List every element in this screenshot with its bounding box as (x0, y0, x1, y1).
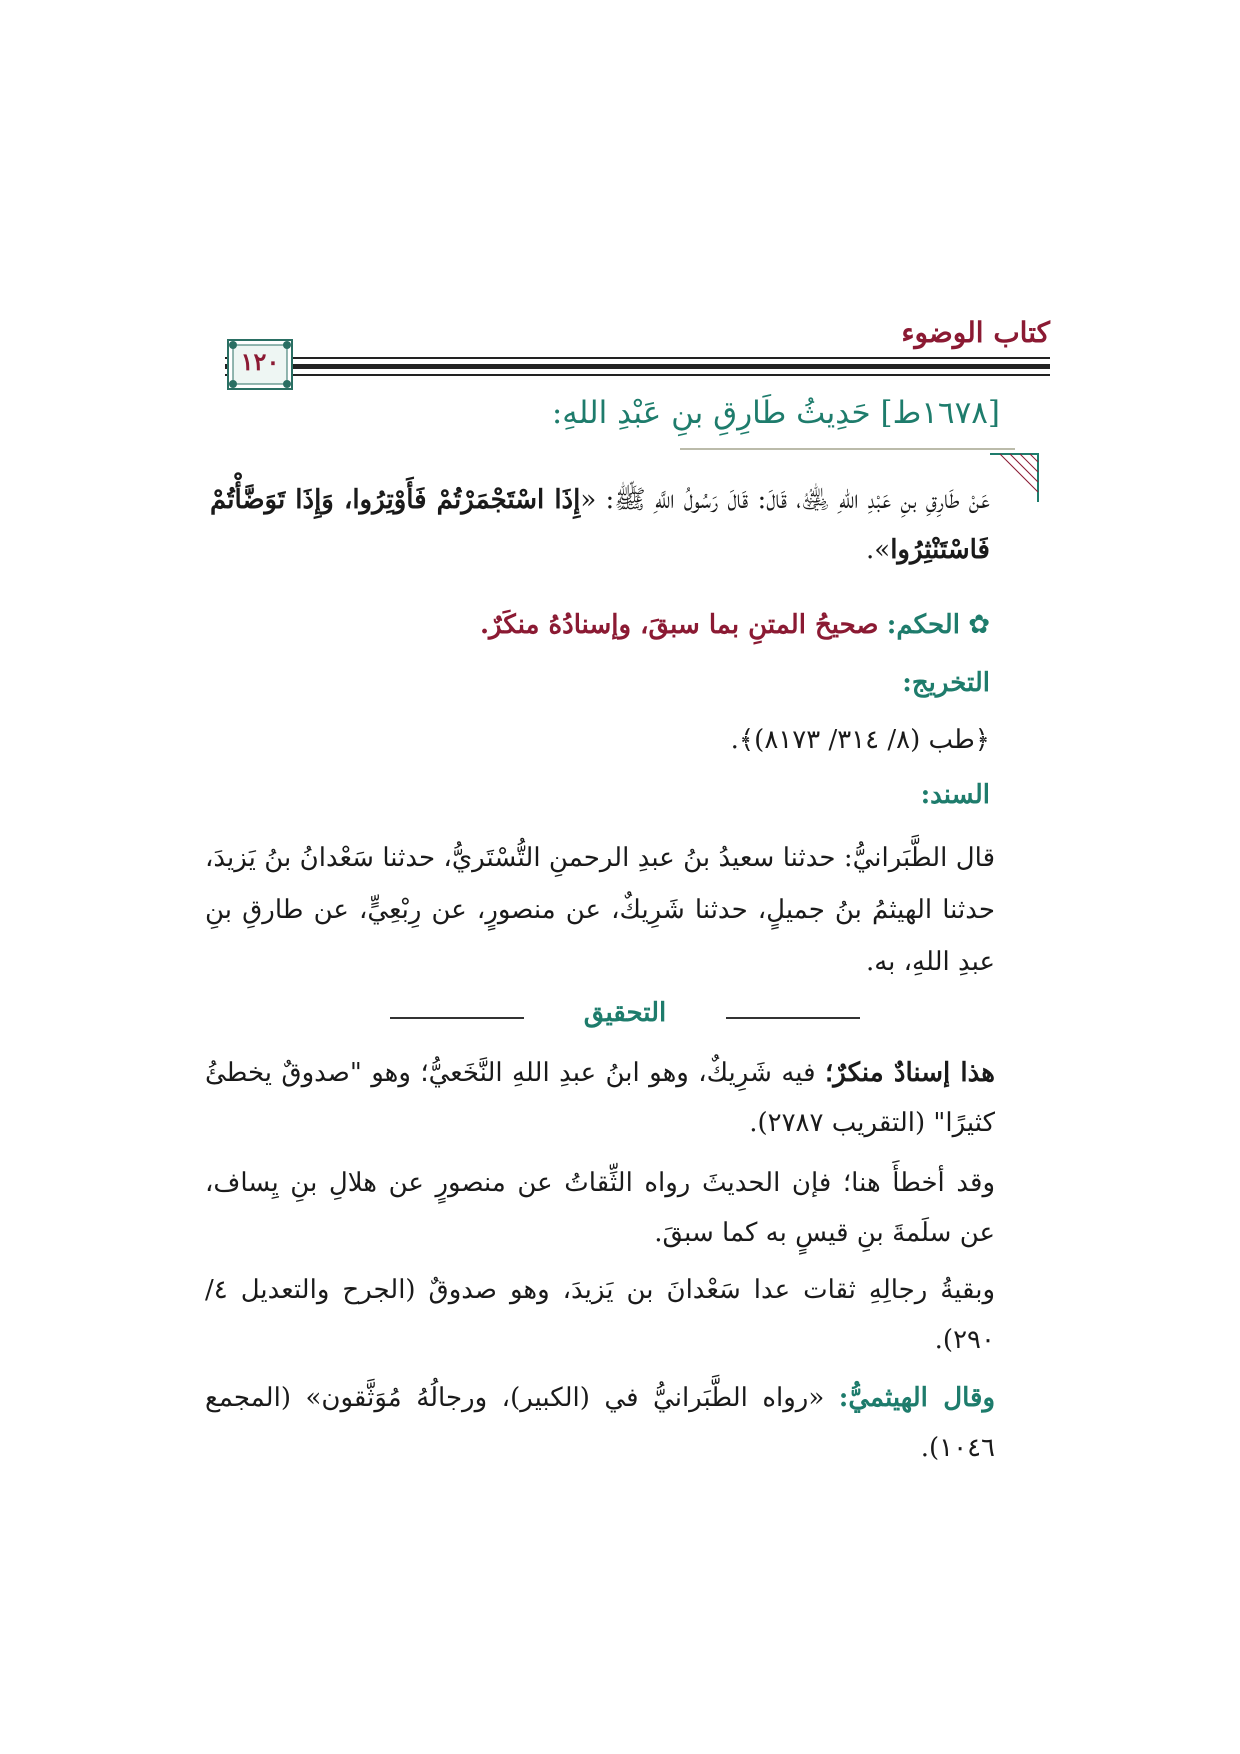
ruling-label: الحكم: (886, 610, 960, 640)
book-title: كتاب الوضوء (901, 316, 1050, 349)
tahqiq-heading: التحقيق (524, 998, 726, 1028)
header-rule-bottom (225, 374, 1050, 376)
p4-bold: وقال الهيثميُّ: (838, 1383, 995, 1413)
tahqiq-paragraph-1 (205, 1048, 995, 1148)
hadith-text (210, 475, 990, 575)
tahqiq-paragraph-4 (205, 1373, 995, 1473)
page-number-badge (225, 337, 295, 392)
flower-icon: ✿ (968, 610, 990, 640)
hadith-heading (552, 395, 1000, 431)
sanad-heading: السند: (920, 780, 990, 810)
hadith-title: حَدِيثُ طَارِقِ بنِ عَبْدِ اللهِ: (551, 395, 871, 431)
ruling-value: صحيحُ المتنِ بما سبقَ، وإسنادُهُ منكَرٌ. (479, 610, 879, 640)
tahqiq-divider (390, 998, 860, 1038)
matn-intro: عَنْ طَارِقِ بنِ عَبْدِ اللهِ ﵁، قَالَ: قَالَ رَسُولُ اللَّهِ ﷺ: « (580, 485, 990, 515)
tahqiq-paragraph-2: وقد أخطأَ هنا؛ فإن الحديثَ رواه الثِّقاتُ عن منصورٍ عن هلالِ بنِ يِساف، عن سلَمةَ بنِ قيسٍ به كما سبقَ. (205, 1168, 995, 1248)
page-number: ١٢٠ (240, 347, 280, 376)
ruling (480, 610, 990, 640)
p1-bold: هذا إسنادٌ منكرٌ؛ (824, 1058, 996, 1088)
corner-ornament-icon (990, 452, 1040, 502)
p1-rest: فيه شَرِيكٌ، وهو ابنُ عبدِ اللهِ النَّخَعيُّ؛ وهو "صدوقٌ يخطئُ كثيرًا" (التقريب ٢٧٨٧). (205, 1058, 995, 1138)
header-rule-top (225, 357, 1050, 359)
tahqiq-paragraph-3: وبقيةُ رجالِهِ ثقات عدا سَعْدانَ بن يَزيدَ، وهو صدوقٌ (الجرح والتعديل ٤/ ٢٩٠). (205, 1275, 995, 1355)
header-rule-thick (225, 364, 1050, 369)
hadith-number: [١٦٧٨ط] (880, 395, 1000, 431)
heading-underline (680, 448, 1015, 450)
matn-end: ». (866, 535, 891, 565)
sanad-text: قال الطَّبَرانيُّ: حدثنا سعيدُ بنُ عبدِ الرحمنِ التُّسْتَريُّ، حدثنا سَعْدانُ بنُ يَزيدَ، حدثنا الهيثمُ بنُ جميلٍ، حدثنا شَرِيكٌ، عن منصورٍ، عن رِبْعِيٍّ، عن طارقِ بنِ عبدِ اللهِ، به. (205, 843, 995, 977)
page-header (225, 316, 1050, 396)
takhrij-heading: التخريج: (902, 668, 990, 698)
takhrij-reference: ﴿طب (٨/ ٣١٤/ ٨١٧٣)﴾. (730, 725, 990, 755)
matn-quote: إِذَا اسْتَجْمَرْتُمْ فَأَوْتِرُوا، وَإِذَا تَوَضَّأْتُمْ فَاسْتَنْثِرُوا (210, 485, 990, 565)
p4-rest: «رواه الطَّبَرانيُّ في (الكبير)، ورجالُهُ مُوَثَّقون» (المجمع ١٠٤٦). (205, 1383, 995, 1463)
